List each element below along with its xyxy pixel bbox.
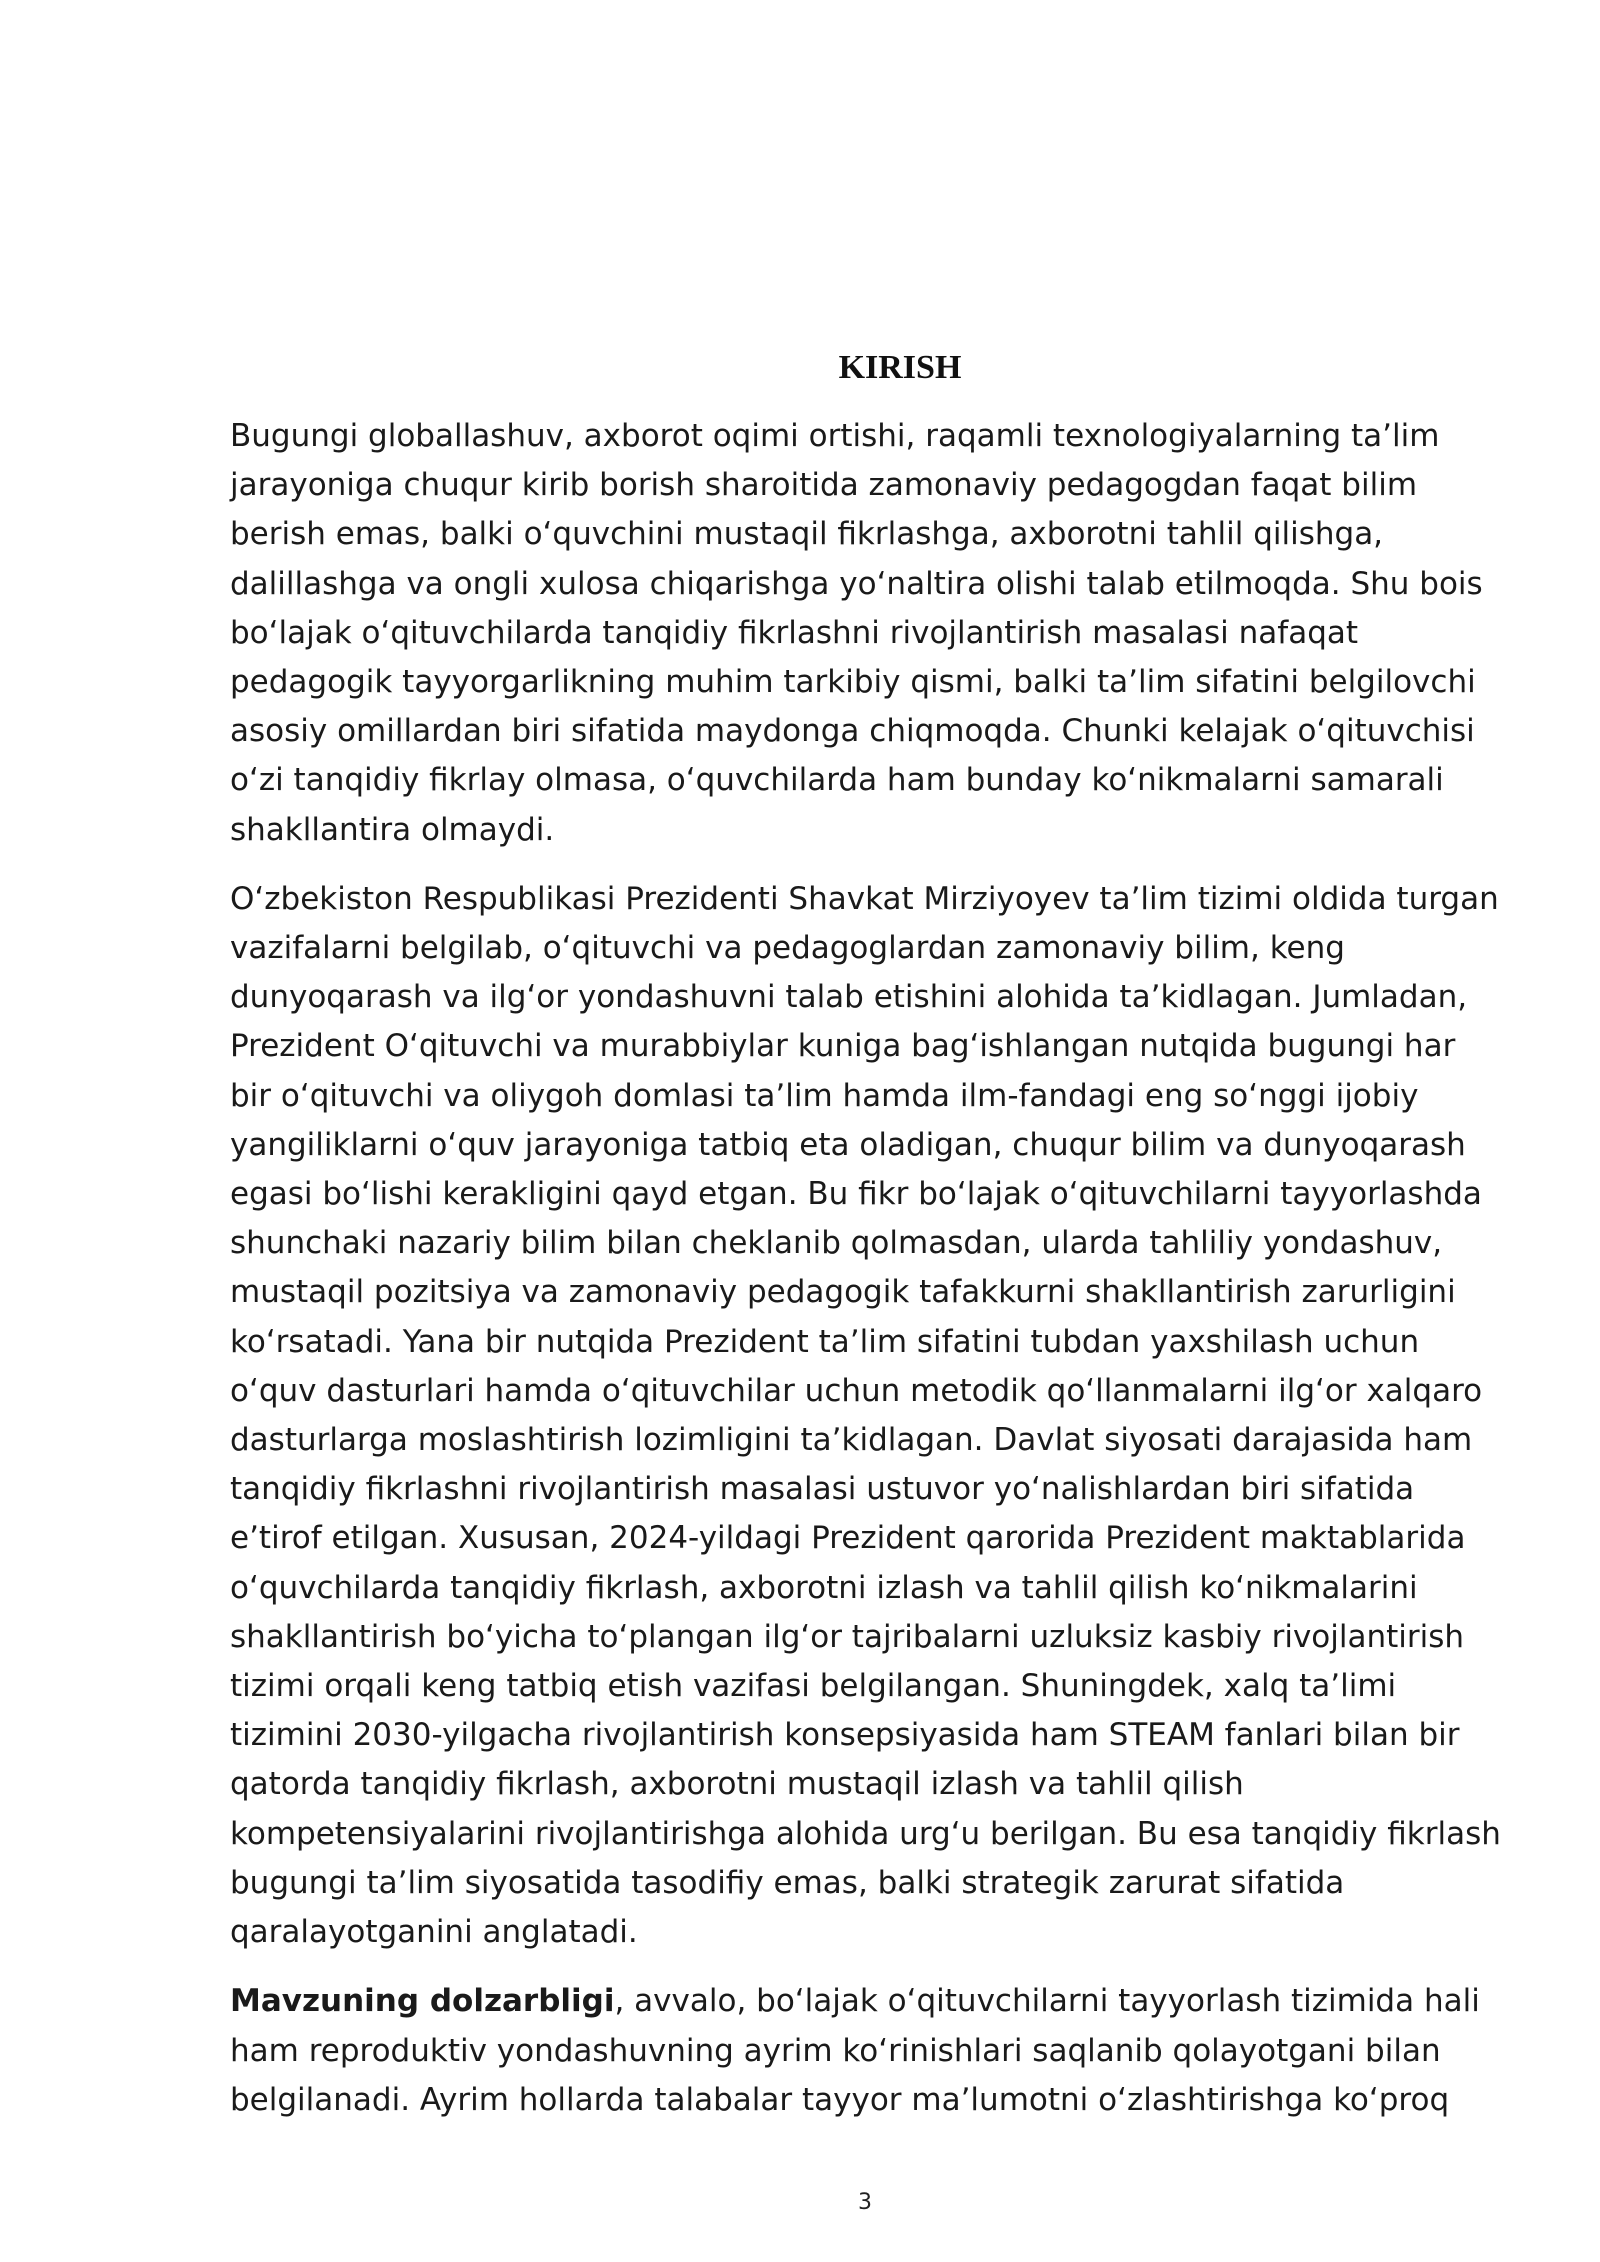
- paragraph-intro-text: Bugungi globallashuv, axborot oqimi ortishi, raqamli texnologiyalarning ta’lim jarayoniga chuqur kirib borish sharoitida zamonaviy pedagogdan faqat bilim berish emas, balki o‘quvchini mustaqil fikrlashga, axborotni tahlil qilishga, dalillashga va ongli xulosa chiqarishga yo‘naltira olishi talab etilmoqda. Shu bois bo‘lajak o‘qituvchilarda tanqidiy fikrlashni rivojlantirish masalasi nafaqat pedagogik tayyorgarlikning muhim tarkibiy qismi, balki ta’lim sifatini belgilovchi asosiy omillardan biri sifatida maydonga chiqmoqda. Chunki kelajak o‘qituvchisi o‘zi tanqidiy fikrlay olmasa, o‘quvchilarda ham bunday ko‘nikmalarni samarali shakllantira olmaydi.: [230, 418, 1483, 848]
- paragraph-president: [230, 875, 1502, 1957]
- paragraph-relevance-lead: Mavzuning dolzarbligi: [230, 1983, 615, 2020]
- body-text: [230, 412, 1502, 2145]
- paragraph-relevance: [230, 1977, 1502, 2125]
- page-number: 3: [858, 2190, 872, 2215]
- paragraph-intro: [230, 412, 1502, 855]
- paragraph-relevance-text: , avvalo, bo‘lajak o‘qituvchilarni tayyorlash tizimida hali ham reproduktiv yondashuvning ayrim ko‘rinishlari saqlanib qolayotgani bilan belgilanadi. Ayrim hollarda talabalar tayyor ma’lumotni o‘zlashtirishga ko‘proq: [230, 1983, 1480, 2118]
- paragraph-president-text: O‘zbekiston Respublikasi Prezidenti Shavkat Mirziyoyev ta’lim tizimi oldida turgan vazifalarni belgilab, o‘qituvchi va pedagoglardan zamonaviy bilim, keng dunyoqarash va ilg‘or yondashuvni talab etishini alohida ta’kidlagan. Jumladan, Prezident O‘qituvchi va murabbiylar kuniga bag‘ishlangan nutqida bugungi har bir o‘qituvchi va oliygoh domlasi ta’lim hamda ilm-fandagi eng so‘nggi ijobiy yangiliklarni o‘quv jarayoniga tatbiq eta oladigan, chuqur bilim va dunyoqarash egasi bo‘lishi kerakligini qayd etgan. Bu fikr bo‘lajak o‘qituvchilarni tayyorlashda shunchaki nazariy bilim bilan cheklanib qolmasdan, ularda tahliliy yondashuv, mustaqil pozitsiya va zamonaviy pedagogik tafakkurni shakllantirish zarurligini ko‘rsatadi. Yana bir nutqida Prezident ta’lim sifatini tubdan yaxshilash uchun o‘quv dasturlari hamda o‘qituvchilar uchun metodik qo‘llanmalarni ilg‘or xalqaro dasturlarga moslashtirish lozimligini ta’kidlagan. Davlat siyosati darajasida ham tanqidiy fikrlashni rivojlantirish masalasi ustuvor yo‘nalishlardan biri sifatida e’tirof etilgan. Xususan, 2024-yildagi Prezident qarorida Prezident maktablarida o‘quvchilarda tanqidiy fikrlash, axborotni izlash va tahlil qilish ko‘nikmalarini shakllantirish bo‘yicha to‘plangan ilg‘or tajribalarni uzluksiz kasbiy rivojlantirish tizimi orqali keng tatbiq etish vazifasi belgilangan. Shuningdek, xalq ta’limi tizimini 2030-yilgacha rivojlantirish konsepsiyasida ham STEAM fanlari bilan bir qatorda tanqidiy fikrlash, axborotni mustaqil izlash va tahlil qilish kompetensiyalarini rivojlantirishga alohida urg‘u berilgan. Bu esa tanqidiy fikrlash bugungi ta’lim siyosatida tasodifiy emas, balki strategik zarurat sifatida qaralayotganini anglatadi.: [230, 880, 1501, 1951]
- section-title: KIRISH: [838, 349, 962, 386]
